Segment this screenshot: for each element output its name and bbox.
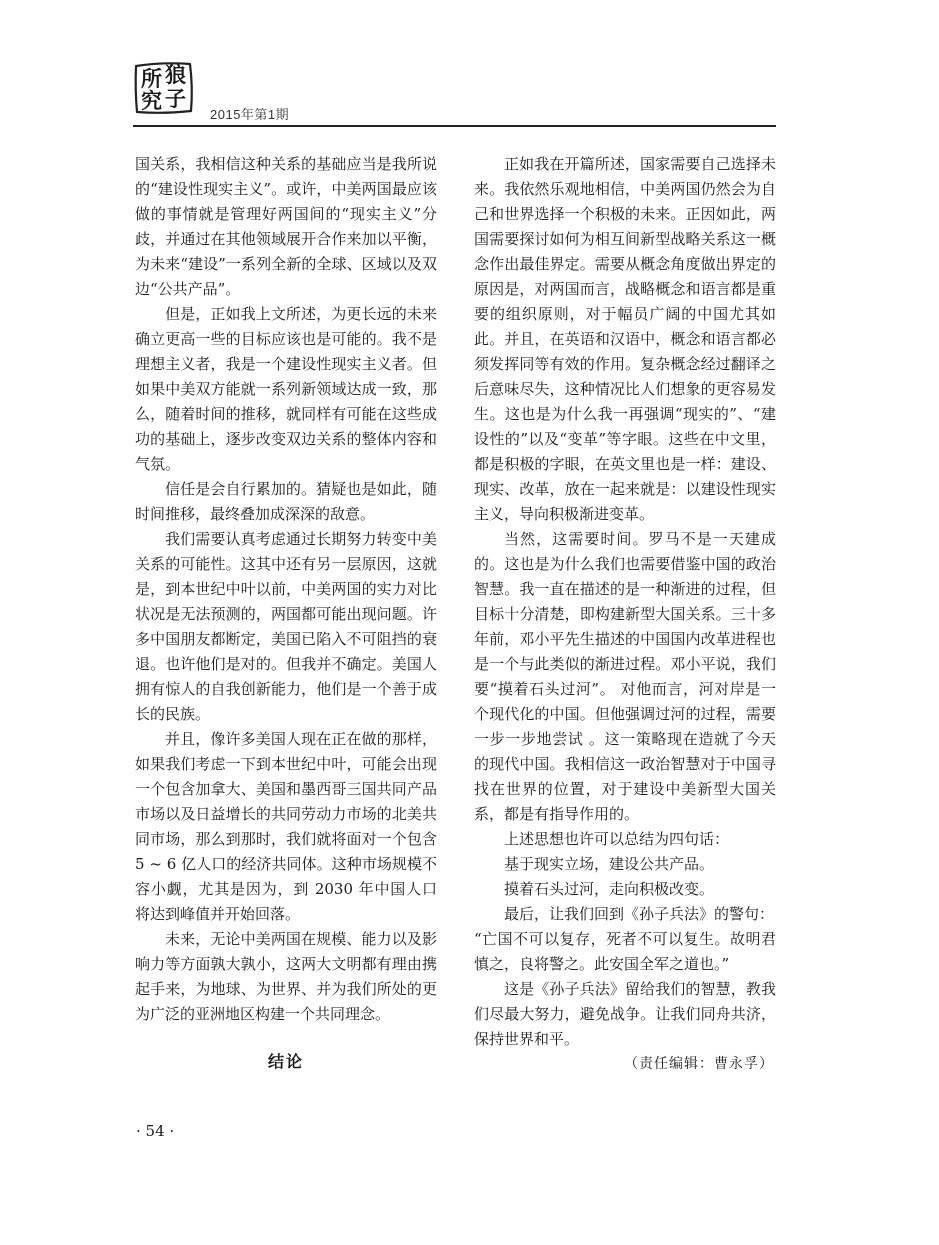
- paragraph: 信任是会自行累加的。猜疑也是如此，随时间推移，最终叠加成深深的敌意。: [135, 480, 437, 523]
- paragraph: 并且，像许多美国人现在正在做的那样，如果我们考虑一下到本世纪中叶，可能会出现一个包含加拿大、美国和墨西哥三国共同产品市场以及日益增长的共同劳动力市场的北美共同市场，那么到那时，我们就将面对一个包含 5 ~ 6 亿人口的经济共同体。这种市场规模不容小觑，尤其是因为，到 2030 年中国人口将达到峰值并开始回落。: [135, 730, 437, 923]
- editor-note: （责任编辑：曹永孚）: [624, 1056, 774, 1072]
- left-column: [135, 152, 437, 1074]
- paragraph: 正如我在开篇所述，国家需要自己选择未来。我依然乐观地相信，中美两国仍然会为自己和世界选择一个积极的未来。正因如此，两国需要探讨如何为相互间新型战略关系这一概念作出最佳界定。需要从概念角度做出界定的原因是，对两国而言，战略概念和语言都是重要的组织原则，对于幅员广阔的中国尤其如此。并且，在英语和汉语中，概念和语言都必须发挥同等有效的作用。复杂概念经过翻译之后意味尽失，这种情况比人们想象的更容易发生。这也是为什么我一再强调“现实的”、“建设性的”以及“变革”等字眼。这些在中文里，都是积极的字眼，在英文里也是一样：建设、现实、改革，放在一起来就是：以建设性现实主义，导向积极渐进变革。: [474, 155, 776, 523]
- page-number: · 54 ·: [136, 1122, 175, 1140]
- logo-char: 所: [141, 66, 162, 91]
- paragraph: 未来，无论中美两国在规模、能力以及影响力等方面孰大孰小，这两大文明都有理由携起手来，为地球、为世界、并为我们所处的更为广泛的亚洲地区构建一个共同理念。: [135, 930, 437, 1023]
- section-heading: 结论: [267, 1052, 304, 1071]
- paragraph: 摸着石头过河，走向积极改变。: [504, 880, 715, 898]
- paragraph: 当然，这需要时间。罗马不是一天建成的。这也是为什么我们也需要借鉴中国的政治智慧。我一直在描述的是一种渐进的过程，但目标十分清楚，即构建新型大国关系。三十多年前，邓小平先生描述的中国国内改革进程也是一个与此类似的渐进过程。邓小平说，我们要“摸着石头过河”。 对他而言，河对岸是一个现代化的中国。但他强调过河的过程，需要一步一步地尝试 。这一策略现在造就了今天的现代中国。我相信这一政治智慧对于中国寻找在世界的位置，对于建设中美新型大国关系，都是有指导作用的。: [474, 530, 776, 823]
- paragraph: 最后，让我们回到《孙子兵法》的警句：: [504, 905, 775, 923]
- logo-char: 究: [141, 88, 162, 113]
- logo-char: 子: [165, 86, 186, 111]
- right-column: [474, 152, 776, 1077]
- paragraph: 这是《孙子兵法》留给我们的智慧，教我们尽最大努力，避免战争。让我们同舟共济，保持世界和平。: [474, 980, 776, 1048]
- logo-char: 狼: [165, 62, 186, 87]
- paragraph: 我们需要认真考虑通过长期努力转变中美关系的可能性。这其中还有另一层原因，这就是，到本世纪中叶以前，中美两国的实力对比状况是无法预测的，两国都可能出现问题。许多中国朋友都断定，美国已陷入不可阻挡的衰退。也许他们是对的。但我并不确定。美国人拥有惊人的自我创新能力，他们是一个善于成长的民族。: [135, 530, 437, 723]
- paragraph: 基于现实立场，建设公共产品。: [504, 855, 715, 873]
- header-rule: [133, 125, 776, 127]
- journal-logo: [133, 60, 195, 116]
- issue-label: 2015年第1期: [210, 107, 290, 122]
- paragraph: 国关系，我相信这种关系的基础应当是我所说的“建设性现实主义”。或许，中美两国最应该做的事情就是管理好两国间的“现实主义”分歧，并通过在其他领域展开合作来加以平衡，为未来“建设”一系列全新的全球、区域以及双边“公共产品”。: [135, 155, 437, 298]
- quotation: “亡国不可以复存，死者不可以复生。故明君慎之，良将警之。此安国全军之道也。”: [474, 930, 776, 973]
- paragraph: 但是，正如我上文所述，为更长远的未来确立更高一些的目标应该也是可能的。我不是理想主义者，我是一个建设性现实主义者。但如果中美双方能就一系列新领域达成一致，那么，随着时间的推移，就同样有可能在这些成功的基础上，逐步改变双边关系的整体内容和气氛。: [135, 305, 437, 473]
- paragraph: 上述思想也许可以总结为四句话：: [504, 830, 730, 848]
